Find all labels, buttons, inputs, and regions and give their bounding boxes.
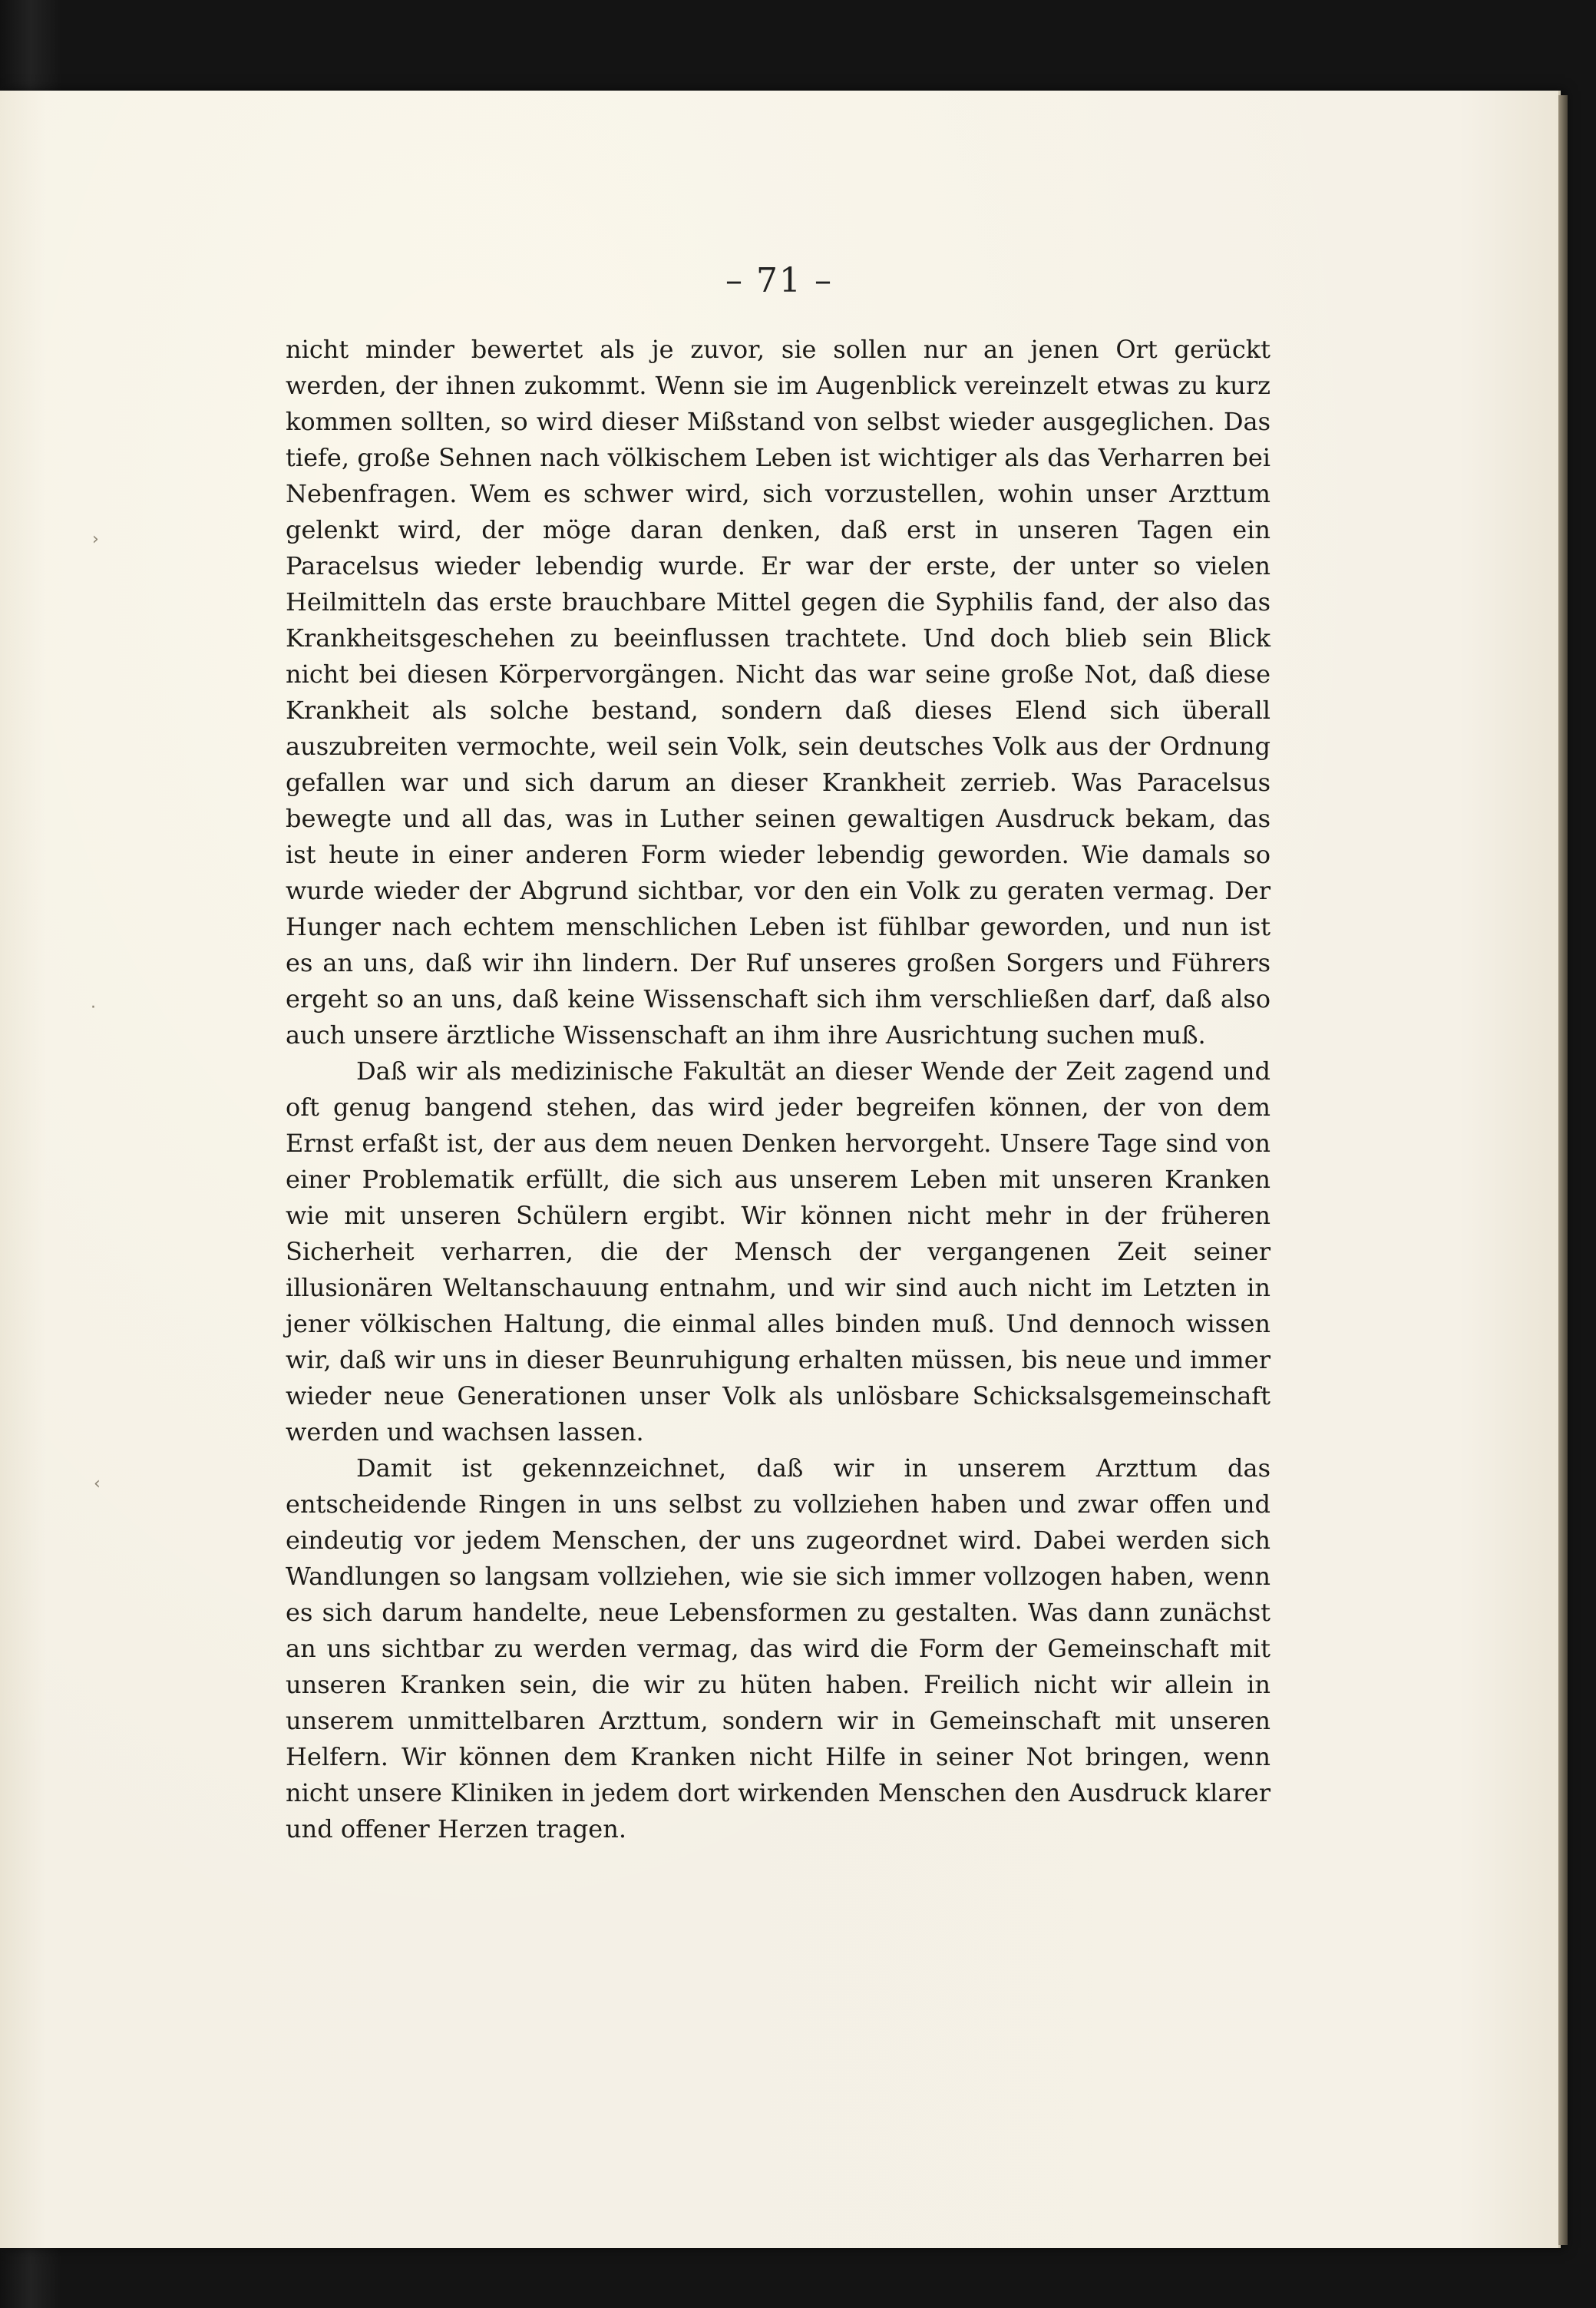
- page-edge: [1558, 95, 1568, 2245]
- paragraph-3: Damit ist gekennzeichnet, daß wir in unserem Arzttum das entscheidende Ringen in uns selbst zu vollziehen haben und zwar offen und eindeutig vor jedem Menschen, der uns zugeordnet wird. Dabei werden sich Wandlungen so langsam vollziehen, wie sie sich immer vollzogen haben, wenn es sich darum handelte, neue Lebensformen zu gestalten. Was dann zunächst an uns sichtbar zu werden vermag, das wird die Form der Gemeinschaft mit unseren Kranken sein, die wir zu hüten haben. Freilich nicht wir allein in unserem unmittelbaren Arzttum, sondern wir in Gemeinschaft mit unseren Helfern. Wir können dem Kranken nicht Hilfe in seiner Not bringen, wenn nicht unsere Kliniken in jedem dort wirkenden Menschen den Ausdruck klarer und offener Herzen tragen.: [286, 1453, 1271, 1843]
- body-text: [286, 332, 1271, 1847]
- page-number: – 71 –: [725, 261, 833, 300]
- margin-mark: ·: [91, 998, 96, 1017]
- margin-mark: ‹: [94, 1474, 101, 1493]
- paragraph-1: nicht minder bewertet als je zuvor, sie sollen nur an jenen Ort gerückt werden, der ihnen zukommt. Wenn sie im Augenblick vereinzelt etwas zu kurz kommen sollten, so wird dieser Mißstand von selbst wieder ausgeglichen. Das tiefe, große Sehnen nach völkischem Leben ist wichtiger als das Verharren bei Nebenfragen. Wem es schwer wird, sich vorzustellen, wohin unser Arzttum gelenkt wird, der möge daran denken, daß erst in unseren Tagen ein Paracelsus wieder lebendig wurde. Er war der erste, der unter so vielen Heilmitteln das erste brauchbare Mittel gegen die Syphilis fand, der also das Krankheitsgeschehen zu beeinflussen trachtete. Und doch blieb sein Blick nicht bei diesen Körpervorgängen. Nicht das war seine große Not, daß diese Krankheit als solche bestand, sondern daß dieses Elend sich überall auszubreiten vermochte, weil sein Volk, sein deutsches Volk aus der Ordnung gefallen war und sich darum an dieser Krankheit zerrieb. Was Paracelsus bewegte und all das, was in Luther seinen gewaltigen Ausdruck bekam, das ist heute in einer anderen Form wieder lebendig geworden. Wie damals so wurde wieder der Abgrund sichtbar, vor den ein Volk zu geraten vermag. Der Hunger nach echtem menschlichen Leben ist fühlbar geworden, und nun ist es an uns, daß wir ihn lindern. Der Ruf unseres großen Sorgers und Führers ergeht so an uns, daß keine Wissenschaft sich ihm verschließen darf, daß also auch unsere ärztliche Wissenschaft an ihm ihre Ausrichtung suchen muß.: [286, 335, 1271, 1050]
- margin-mark: ›: [92, 530, 99, 549]
- paragraph-2: Daß wir als medizinische Fakultät an dieser Wende der Zeit zagend und oft genug bangend stehen, das wird jeder begreifen können, der von dem Ernst erfaßt ist, der aus dem neuen Denken hervorgeht. Unsere Tage sind von einer Problematik erfüllt, die sich aus unserem Leben mit unseren Kranken wie mit unseren Schülern ergibt. Wir können nicht mehr in der früheren Sicherheit verharren, die der Mensch der vergangenen Zeit seiner illusionären Weltanschauung entnahm, und wir sind auch nicht im Letzten in jener völkischen Haltung, die einmal alles binden muß. Und dennoch wissen wir, daß wir uns in dieser Beunruhigung erhalten müssen, bis neue und immer wieder neue Generationen unser Volk als unlösbare Schicksalsgemeinschaft werden und wachsen lassen.: [286, 1056, 1271, 1447]
